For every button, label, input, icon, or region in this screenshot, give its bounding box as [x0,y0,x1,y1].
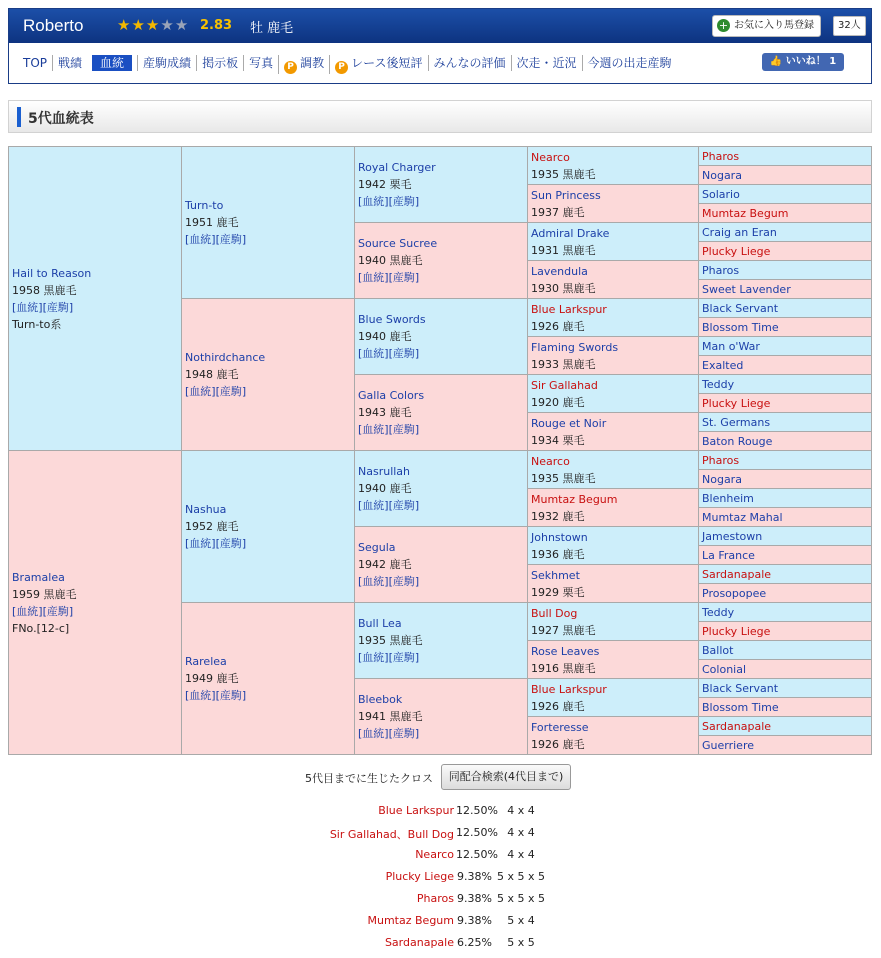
horse-link[interactable]: Black Servant [702,681,779,695]
birth-year-color: 1930 黒鹿毛 [531,281,596,295]
pedigree-cell-g5 [699,717,872,736]
progeny-link[interactable]: [産駒] [215,233,247,246]
nav-item-label: 今週の出走産駒 [587,56,672,70]
nav-item[interactable] [278,55,329,74]
horse-link[interactable]: Blossom Time [702,320,779,334]
horse-link[interactable]: Plucky Liege [702,396,771,410]
birth-year-color: 1943 鹿毛 [358,406,412,419]
horse-link[interactable]: Nogara [702,472,742,486]
cross-row [0,914,881,936]
pedigree-cell-g1 [9,147,182,451]
pedigree-cell-g5 [699,603,872,622]
pedigree-cell-g5 [699,356,872,375]
birth-year-color: 1942 栗毛 [358,178,412,191]
pedigree-link[interactable]: [血統] [358,727,389,740]
pedigree-link[interactable]: [血統] [185,385,216,398]
nav-item[interactable] [92,55,132,71]
pedigree-cell-g5 [699,565,872,584]
progeny-link[interactable]: [産駒] [388,347,420,360]
horse-link[interactable]: Admiral Drake [531,226,610,240]
favorite-count: 32人 [833,16,866,36]
birth-year-color: 1941 黒鹿毛 [358,710,423,723]
birth-year-color: 1940 鹿毛 [358,482,412,495]
nav-item-label: 掲示板 [202,56,239,70]
nav-item[interactable] [582,55,677,71]
nav-item[interactable] [137,55,196,71]
pedigree-cell-g5 [699,527,872,546]
pedigree-link[interactable]: [血統] [185,537,216,550]
thumbs-up-icon: 👍 [769,56,783,67]
cross-generations: 5 x 5 x 5 [497,870,546,883]
pedigree-row [9,451,872,470]
horse-link[interactable]: Colonial [702,662,747,676]
progeny-link[interactable]: [産駒] [388,651,420,664]
pedigree-link[interactable]: [血統] [12,300,43,314]
horse-link[interactable]: La France [702,548,755,562]
birth-year-color: 1940 鹿毛 [358,330,412,343]
birth-year-color: 1959 黒鹿毛 [12,587,77,601]
birth-year-color: 1936 鹿毛 [531,547,585,561]
pedigree-cell-g5 [699,679,872,698]
pedigree-link[interactable]: [血統] [12,604,43,618]
pedigree-cell-g5 [699,299,872,318]
star-icon: ★ [160,16,174,34]
pedigree-cell-g4 [528,337,699,375]
pedigree-link[interactable]: [血統] [185,689,216,702]
pedigree-cell-g5 [699,432,872,451]
pedigree-cell-g5 [699,318,872,337]
horse-link[interactable]: Jamestown [702,529,763,543]
progeny-link[interactable]: [産駒] [42,300,74,314]
nav-item-label: 調教 [300,56,325,70]
cross-row [0,936,881,958]
pedigree-cell-g3 [355,223,528,299]
pedigree-cell-g5 [699,394,872,413]
pedigree-cell-g5 [699,489,872,508]
sex-color: 牡 鹿毛 [250,21,294,36]
birth-year-color: 1916 黒鹿毛 [531,661,596,675]
nav-item-label: TOP [23,56,48,70]
horse-link[interactable]: Blue Larkspur [531,682,607,696]
horse-link[interactable]: Nasrullah [358,465,411,478]
pedigree-cell-g5 [699,470,872,489]
cross-generations: 5 x 5 [507,936,535,949]
nav-bar [23,55,677,73]
nav-item[interactable] [329,55,427,74]
horse-link[interactable]: Mumtaz Mahal [702,510,783,524]
pedigree-cell-g5 [699,546,872,565]
add-favorite-button[interactable] [712,15,821,37]
birth-year-color: 1926 鹿毛 [531,699,585,713]
pedigree-cell-g4 [528,299,699,337]
pedigree-cell-g3 [355,147,528,223]
pedigree-cell-g4 [528,717,699,755]
section-title: 5代血統表 [28,111,94,127]
horse-link[interactable]: Nothirdchance [185,351,266,364]
birth-year-color: 1934 栗毛 [531,433,585,447]
plus-icon: + [718,18,729,32]
pedigree-link[interactable]: [血統] [358,271,389,284]
rating-stars [117,18,189,33]
birth-year-color: 1927 黒鹿毛 [531,623,596,637]
pedigree-cell-g4 [528,223,699,261]
premium-icon: P [335,61,348,74]
pedigree-cell-g5 [699,204,872,223]
pedigree-cell-g3 [355,679,528,755]
section-header [8,100,872,133]
nav-item[interactable] [52,55,87,71]
section-accent-bar [17,107,21,127]
nav-item[interactable] [243,55,278,71]
horse-link[interactable]: Teddy [702,605,735,619]
pedigree-cell-g3 [355,451,528,527]
horse-link[interactable]: Bull Lea [358,617,402,630]
pedigree-cell-g2 [182,299,355,451]
horse-link[interactable]: Sekhmet [531,568,580,582]
pedigree-cell-g5 [699,736,872,755]
cross-row [0,892,881,914]
cross-horse-link[interactable]: Mumtaz Begum [367,914,454,927]
nav-item[interactable] [428,55,511,71]
pedigree-cell-g5 [699,185,872,204]
horse-link[interactable]: Turn-to [185,199,224,212]
nav-item-label: みんなの評価 [433,56,506,70]
star-icon: ★ [131,16,145,34]
horse-link[interactable]: Bull Dog [531,606,578,620]
cross-horse-link[interactable]: Plucky Liege [385,870,454,883]
horse-link[interactable]: Source Sucree [358,237,438,250]
nav-item-label: 血統 [100,56,125,70]
cross-row [0,848,881,870]
horse-link[interactable]: Craig an Eran [702,225,777,239]
horse-note: Turn-to系 [12,317,62,331]
cross-row [0,826,881,848]
pedigree-cell-g2 [182,147,355,299]
cross-row [0,870,881,892]
cross-horse-link[interactable]: Blue Larkspur [378,804,454,817]
birth-year-color: 1935 黒鹿毛 [531,167,596,181]
horse-link[interactable]: Prosopopee [702,586,767,600]
horse-link[interactable]: Plucky Liege [702,624,771,638]
nav-item-label: 次走・近況 [516,56,577,70]
horse-link[interactable]: Black Servant [702,301,779,315]
horse-link[interactable]: Man o'War [702,339,760,353]
birth-year-color: 1920 鹿毛 [531,395,585,409]
horse-link[interactable]: Plucky Liege [702,244,771,258]
horse-note: FNo.[12-c] [12,621,70,635]
cross-horse-link[interactable]: Sir Gallahad、Bull Dog [329,828,454,841]
horse-link[interactable]: Johnstown [531,530,588,544]
progeny-link[interactable]: [産駒] [42,604,74,618]
progeny-link[interactable]: [産駒] [388,499,420,512]
birth-year-color: 1952 鹿毛 [185,520,239,533]
horse-link[interactable]: Nogara [702,168,742,182]
horse-link[interactable]: Sardanapale [702,719,772,733]
horse-link[interactable]: Ballot [702,643,734,657]
pedigree-cell-g3 [355,299,528,375]
horse-link[interactable]: Pharos [702,453,740,467]
horse-link[interactable]: Sweet Lavender [702,282,791,296]
cross-generations: 4 x 4 [507,848,535,861]
horse-link[interactable]: Nearco [531,454,570,468]
pedigree-cell-g5 [699,641,872,660]
progeny-link[interactable]: [産駒] [215,537,247,550]
pedigree-cell-g4 [528,147,699,185]
like-label: いいね！ 1 [785,56,837,67]
pedigree-cell-g4 [528,489,699,527]
horse-link[interactable]: Forteresse [531,720,589,734]
cross-percent: 9.38% [457,892,492,905]
horse-link[interactable]: Baton Rouge [702,434,773,448]
horse-link[interactable]: Galla Colors [358,389,425,402]
cross-generations: 4 x 4 [507,804,535,817]
horse-header [8,8,872,84]
cross-horse-link[interactable]: Pharos [416,892,454,905]
pedigree-cell-g5 [699,660,872,679]
birth-year-color: 1933 黒鹿毛 [531,357,596,371]
birth-year-color: 1940 黒鹿毛 [358,254,423,267]
horse-link[interactable]: Guerriere [702,738,754,752]
horse-link[interactable]: Bleebok [358,693,403,706]
pedigree-cell-g4 [528,603,699,641]
pedigree-cell-g4 [528,565,699,603]
pedigree-cell-g5 [699,147,872,166]
horse-link[interactable]: Nashua [185,503,227,516]
pedigree-cell-g4 [528,413,699,451]
horse-link[interactable]: Teddy [702,377,735,391]
star-icon: ★ [117,16,131,34]
birth-year-color: 1958 黒鹿毛 [12,283,77,297]
pedigree-cell-g3 [355,527,528,603]
birth-year-color: 1948 鹿毛 [185,368,239,381]
cross-percent: 9.38% [457,870,492,883]
horse-link[interactable]: Segula [358,541,396,554]
horse-link[interactable]: Mumtaz Begum [702,206,789,220]
cross-generations: 5 x 4 [507,914,535,927]
cross-percent: 12.50% [456,804,498,817]
progeny-link[interactable]: [産駒] [388,423,420,436]
pedigree-cell-g5 [699,261,872,280]
cross-horse-link[interactable]: Sardanapale [384,936,454,949]
same-mating-search-button[interactable]: 同配合検索(4代目まで) [441,764,571,790]
premium-icon: P [284,61,297,74]
pedigree-cell-g4 [528,375,699,413]
pedigree-cell-g3 [355,375,528,451]
horse-link[interactable]: Mumtaz Begum [531,492,618,506]
horse-link[interactable]: Sardanapale [702,567,772,581]
nav-item-label: 写真 [249,56,274,70]
pedigree-cell-g2 [182,603,355,755]
horse-link[interactable]: Sir Gallahad [531,378,598,392]
pedigree-link[interactable]: [血統] [358,575,389,588]
cross-percent: 6.25% [457,936,492,949]
birth-year-color: 1929 栗毛 [531,585,585,599]
birth-year-color: 1926 鹿毛 [531,737,585,751]
pedigree-cell-g4 [528,261,699,299]
cross-label: 5代目までに生じたクロス [305,772,433,785]
birth-year-color: 1949 鹿毛 [185,672,239,685]
pedigree-row [9,147,872,166]
progeny-link[interactable]: [産駒] [388,271,420,284]
birth-year-color: 1951 鹿毛 [185,216,239,229]
pedigree-link[interactable]: [血統] [358,499,389,512]
cross-row [0,804,881,826]
facebook-like-button[interactable] [762,53,844,71]
progeny-link[interactable]: [産駒] [388,727,420,740]
birth-year-color: 1937 鹿毛 [531,205,585,219]
birth-year-color: 1932 鹿毛 [531,509,585,523]
pedigree-cell-g4 [528,527,699,565]
pedigree-cell-g1 [9,451,182,755]
horse-link[interactable]: Exalted [702,358,744,372]
horse-link[interactable]: Pharos [702,149,740,163]
horse-link[interactable]: Flaming Swords [531,340,619,354]
horse-link[interactable]: Solario [702,187,740,201]
horse-link[interactable]: Hail to Reason [12,266,92,280]
pedigree-cell-g5 [699,280,872,299]
nav-item[interactable] [511,55,582,71]
nav-item-label: レース後短評 [351,56,423,70]
horse-link[interactable]: Rose Leaves [531,644,600,658]
header-bar [9,9,871,43]
pedigree-cell-g5 [699,508,872,527]
horse-link[interactable]: Blenheim [702,491,754,505]
horse-link[interactable]: Pharos [702,263,740,277]
birth-year-color: 1942 鹿毛 [358,558,412,571]
horse-link[interactable]: Nearco [531,150,570,164]
horse-link[interactable]: Bramalea [12,570,65,584]
progeny-link[interactable]: [産駒] [388,195,420,208]
horse-link[interactable]: Blossom Time [702,700,779,714]
rating-value: 2.83 [200,18,233,33]
horse-link[interactable]: Blue Larkspur [531,302,607,316]
favorite-label: お気に入り馬登録 [734,20,814,31]
horse-link[interactable]: Rouge et Noir [531,416,607,430]
pedigree-link[interactable]: [血統] [358,423,389,436]
cross-percent: 12.50% [456,848,498,861]
cross-generations: 4 x 4 [507,826,535,839]
progeny-link[interactable]: [産駒] [215,385,247,398]
pedigree-cell-g4 [528,641,699,679]
cross-generations: 5 x 5 x 5 [497,892,546,905]
pedigree-cell-g5 [699,698,872,717]
star-icon: ★ [145,16,160,34]
pedigree-cell-g5 [699,413,872,432]
pedigree-table [8,146,872,755]
pedigree-link[interactable]: [血統] [358,347,389,360]
horse-name: Roberto [23,16,84,35]
pedigree-cell-g5 [699,166,872,185]
pedigree-cell-g5 [699,584,872,603]
nav-item[interactable] [23,55,52,71]
horse-link[interactable]: Blue Swords [358,313,426,326]
pedigree-cell-g5 [699,242,872,261]
progeny-link[interactable]: [産駒] [388,575,420,588]
cross-horse-link[interactable]: Nearco [415,848,454,861]
pedigree-cell-g5 [699,375,872,394]
pedigree-cell-g4 [528,451,699,489]
birth-year-color: 1935 黒鹿毛 [531,471,596,485]
pedigree-link[interactable]: [血統] [358,195,389,208]
birth-year-color: 1926 鹿毛 [531,319,585,333]
progeny-link[interactable]: [産駒] [215,689,247,702]
horse-link[interactable]: Rarelea [185,655,227,668]
pedigree-cell-g5 [699,223,872,242]
horse-link[interactable]: St. Germans [702,415,771,429]
star-icon: ★ [174,16,189,34]
horse-link[interactable]: Royal Charger [358,161,436,174]
nav-item[interactable] [196,55,243,71]
nav-item-label: 産駒成績 [143,56,192,70]
horse-link[interactable]: Sun Princess [531,188,601,202]
pedigree-cell-g3 [355,603,528,679]
pedigree-cell-g5 [699,451,872,470]
pedigree-cell-g5 [699,337,872,356]
nav-item-label: 戦績 [58,56,83,70]
cross-percent: 12.50% [456,826,498,839]
pedigree-cell-g5 [699,622,872,641]
pedigree-cell-g4 [528,185,699,223]
pedigree-link[interactable]: [血統] [358,651,389,664]
horse-link[interactable]: Lavendula [531,264,588,278]
cross-percent: 9.38% [457,914,492,927]
birth-year-color: 1935 黒鹿毛 [358,634,423,647]
pedigree-cell-g2 [182,451,355,603]
birth-year-color: 1931 黒鹿毛 [531,243,596,257]
pedigree-link[interactable]: [血統] [185,233,216,246]
pedigree-cell-g4 [528,679,699,717]
